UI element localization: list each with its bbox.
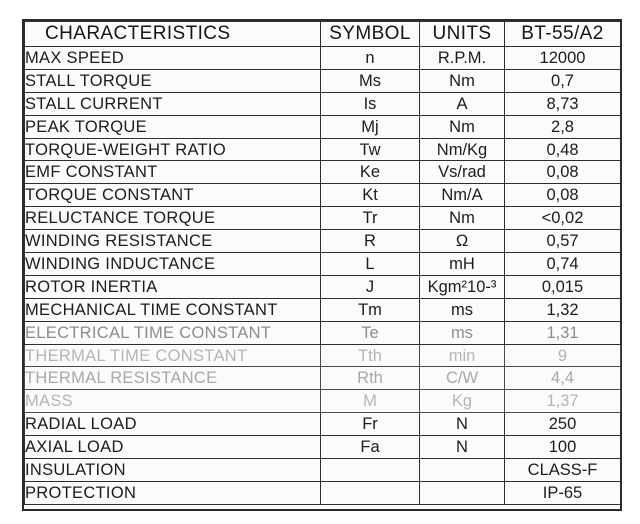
row-value: 0,015 — [505, 275, 621, 298]
row-value: <0,02 — [505, 207, 621, 230]
row-name: ELECTRICAL TIME CONSTANT — [25, 321, 321, 344]
row-name: WINDING RESISTANCE — [25, 230, 321, 253]
row-symbol: n — [321, 47, 420, 70]
row-symbol: Tr — [321, 207, 420, 230]
row-unit: Ω — [420, 230, 505, 253]
row-unit: ms — [420, 321, 505, 344]
row-unit: ms — [420, 298, 505, 321]
row-value: 0,74 — [505, 253, 621, 276]
row-unit: Nm/Kg — [420, 138, 505, 161]
row-name: RELUCTANCE TORQUE — [25, 207, 321, 230]
row-unit: C/W — [420, 367, 505, 390]
row-value: 100 — [505, 436, 621, 459]
table-row-mechanical-time-constant — [25, 298, 621, 321]
row-name: INSULATION — [25, 459, 321, 482]
header-symbol: SYMBOL — [321, 22, 420, 47]
row-value: 0,7 — [505, 69, 621, 92]
spec-sheet — [22, 19, 622, 511]
table-row-reluctance-torque — [25, 207, 621, 230]
row-unit: Kg — [420, 390, 505, 413]
row-name: RADIAL LOAD — [25, 413, 321, 436]
row-value: 8,73 — [505, 92, 621, 115]
row-symbol: R — [321, 230, 420, 253]
table-row-winding-inductance — [25, 253, 621, 276]
row-name: MAX SPEED — [25, 47, 321, 70]
row-unit: Nm — [420, 115, 505, 138]
row-symbol: M — [321, 390, 420, 413]
row-symbol: Kt — [321, 184, 420, 207]
row-value: 1,31 — [505, 321, 621, 344]
row-name: PEAK TORQUE — [25, 115, 321, 138]
row-name: ROTOR INERTIA — [25, 275, 321, 298]
table-row-rotor-inertia — [25, 275, 621, 298]
row-value: 12000 — [505, 47, 621, 70]
row-unit: N — [420, 413, 505, 436]
table-row-max-speed — [25, 47, 621, 70]
row-symbol: Tm — [321, 298, 420, 321]
row-unit: Kgm²10-³ — [420, 275, 505, 298]
table-row-axial-load — [25, 436, 621, 459]
row-symbol: J — [321, 275, 420, 298]
row-symbol: Tth — [321, 344, 420, 367]
table-row-winding-resistance — [25, 230, 621, 253]
row-unit: Nm — [420, 207, 505, 230]
row-symbol: Ms — [321, 69, 420, 92]
row-symbol: Ke — [321, 161, 420, 184]
row-value: CLASS-F — [505, 459, 621, 482]
row-unit: mH — [420, 253, 505, 276]
table-row-torque-weight-ratio — [25, 138, 621, 161]
table-row-thermal-time-constant — [25, 344, 621, 367]
row-unit: Vs/rad — [420, 161, 505, 184]
row-unit: Nm — [420, 69, 505, 92]
row-value: 4,4 — [505, 367, 621, 390]
table-row-stall-torque — [25, 69, 621, 92]
row-value: 0,48 — [505, 138, 621, 161]
row-symbol — [321, 459, 420, 482]
header-model: BT-55/A2 — [505, 22, 621, 47]
row-unit: min — [420, 344, 505, 367]
table-row-torque-constant — [25, 184, 621, 207]
header-units: UNITS — [420, 22, 505, 47]
row-name: EMF CONSTANT — [25, 161, 321, 184]
row-symbol: Tw — [321, 138, 420, 161]
row-value: 0,08 — [505, 184, 621, 207]
table-row-thermal-resistance — [25, 367, 621, 390]
row-name: STALL CURRENT — [25, 92, 321, 115]
table-row-peak-torque — [25, 115, 621, 138]
row-unit: Nm/A — [420, 184, 505, 207]
row-value: 1,37 — [505, 390, 621, 413]
row-unit — [420, 459, 505, 482]
row-value: 0,57 — [505, 230, 621, 253]
characteristics-table — [24, 21, 621, 505]
table-row-emf-constant — [25, 161, 621, 184]
row-symbol: Rth — [321, 367, 420, 390]
row-symbol: L — [321, 253, 420, 276]
table-row-electrical-time-constant — [25, 321, 621, 344]
table-row-protection — [25, 481, 621, 504]
row-symbol: Te — [321, 321, 420, 344]
row-name: TORQUE CONSTANT — [25, 184, 321, 207]
row-value: 9 — [505, 344, 621, 367]
row-name: THERMAL RESISTANCE — [25, 367, 321, 390]
row-name: PROTECTION — [25, 481, 321, 504]
table-row-stall-current — [25, 92, 621, 115]
row-symbol: Is — [321, 92, 420, 115]
row-value: 1,32 — [505, 298, 621, 321]
row-symbol: Mj — [321, 115, 420, 138]
row-unit: A — [420, 92, 505, 115]
table-row-radial-load — [25, 413, 621, 436]
row-symbol: Fr — [321, 413, 420, 436]
row-name: MECHANICAL TIME CONSTANT — [25, 298, 321, 321]
row-unit — [420, 481, 505, 504]
row-value: 2,8 — [505, 115, 621, 138]
row-value: 0,08 — [505, 161, 621, 184]
header-characteristics: CHARACTERISTICS — [25, 22, 321, 47]
header-row — [25, 22, 621, 47]
table-row-mass — [25, 390, 621, 413]
row-symbol: Fa — [321, 436, 420, 459]
row-unit: R.P.M. — [420, 47, 505, 70]
row-name: TORQUE-WEIGHT RATIO — [25, 138, 321, 161]
row-unit: N — [420, 436, 505, 459]
row-value: IP-65 — [505, 481, 621, 504]
row-name: WINDING INDUCTANCE — [25, 253, 321, 276]
row-name: AXIAL LOAD — [25, 436, 321, 459]
row-name: THERMAL TIME CONSTANT — [25, 344, 321, 367]
row-symbol — [321, 481, 420, 504]
row-name: MASS — [25, 390, 321, 413]
table-row-insulation — [25, 459, 621, 482]
row-value: 250 — [505, 413, 621, 436]
row-name: STALL TORQUE — [25, 69, 321, 92]
